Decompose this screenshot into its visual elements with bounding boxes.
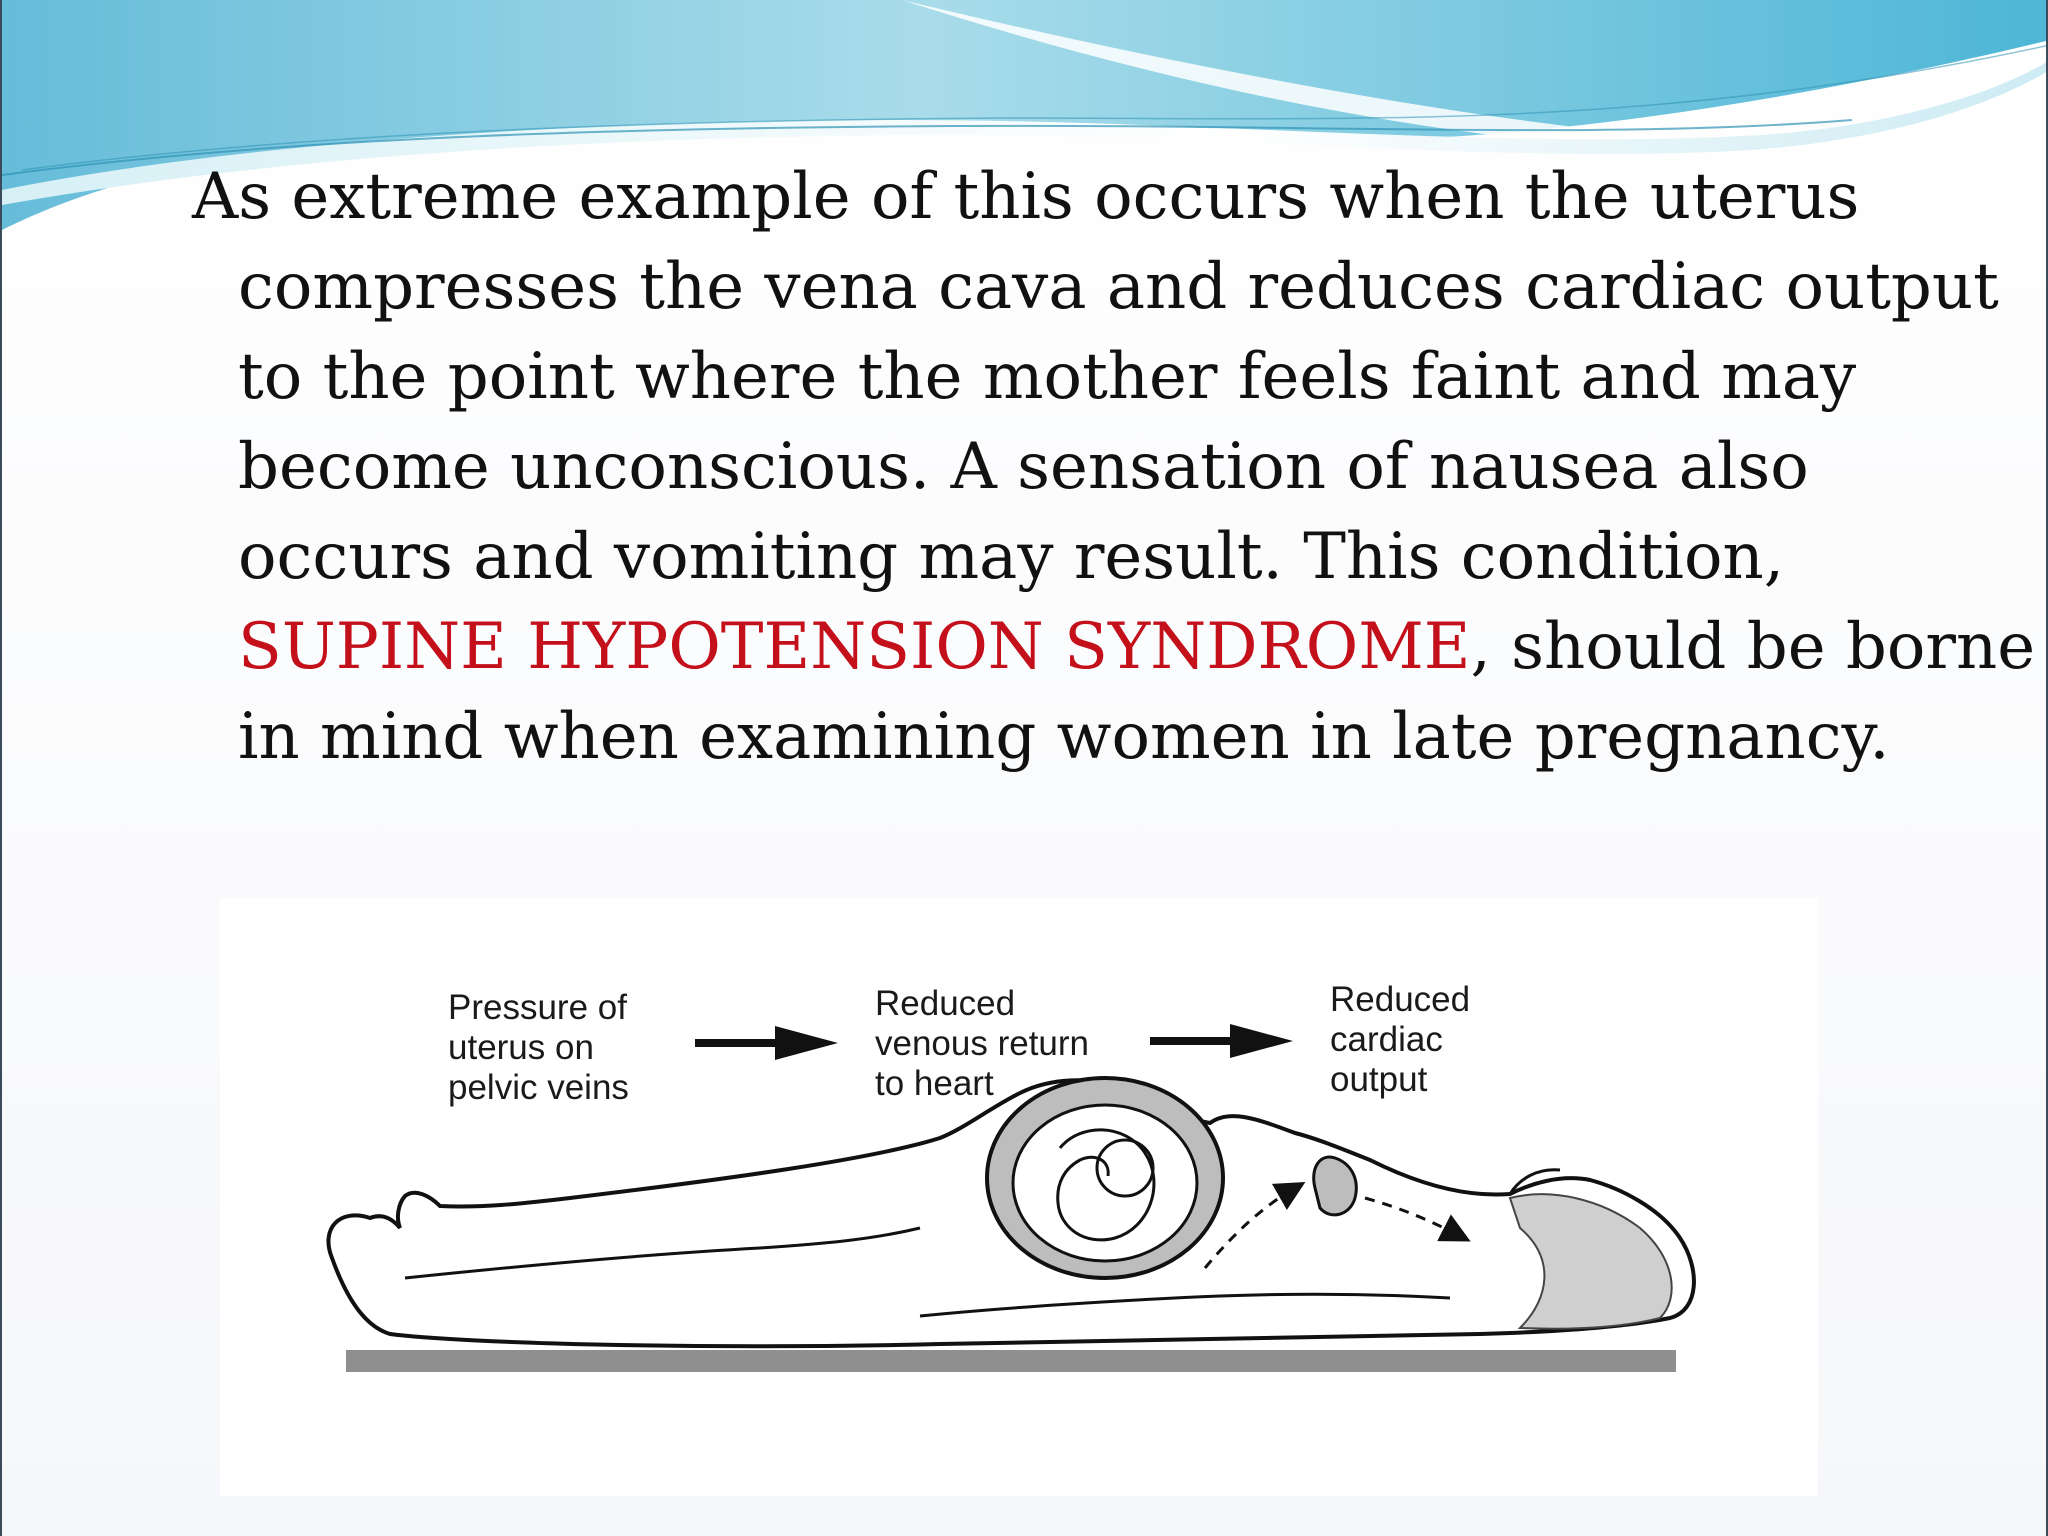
body-text-part-1: As extreme example of this occurs when the uterus compresses the vena cava and reduces cardiac output to the point where the mother feels faint and may become unconscious. A sensation of nausea also occurs and vomiting may result. This condition, xyxy=(192,160,1999,594)
arrow-1-icon xyxy=(695,1026,838,1060)
arrow-2-icon xyxy=(1150,1024,1293,1058)
syndrome-name-highlight: SUPINE HYPOTENSION SYNDROME xyxy=(238,610,1471,684)
examination-table-surface xyxy=(346,1350,1676,1372)
fetus-sac xyxy=(1013,1105,1197,1261)
body-text-part-2: , should be borne in mind when examining women in late pregnancy. xyxy=(238,610,2036,774)
slide-body-text xyxy=(192,152,2038,782)
label-reduced-cardiac-output: Reduced cardiac output xyxy=(1330,980,1471,1099)
label-pressure-of-uterus: Pressure of uterus on pelvic veins xyxy=(448,988,629,1107)
label-reduced-venous-return: Reduced venous return to heart xyxy=(875,984,1090,1103)
supine-hypotension-figure xyxy=(220,898,1818,1496)
